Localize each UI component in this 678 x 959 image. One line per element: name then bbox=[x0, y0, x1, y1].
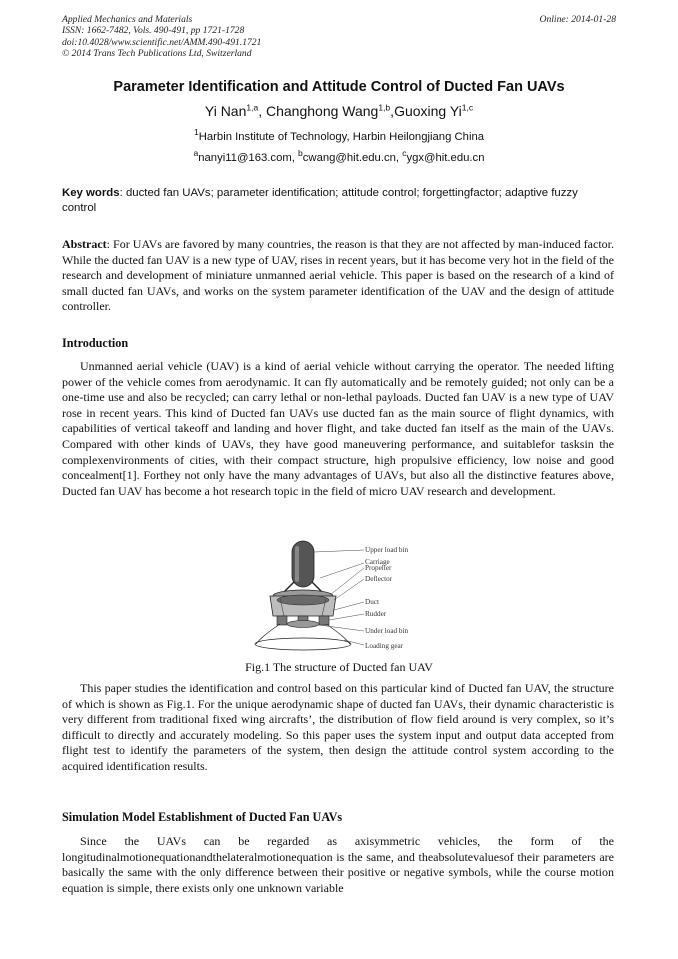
abstract-label: Abstract bbox=[62, 237, 107, 251]
label-upper-load-bin: Upper load bin bbox=[365, 546, 409, 554]
author-name: Guoxing Yi bbox=[394, 103, 462, 119]
intro-paragraph-2: This paper studies the identification and control based on this particular kind of Ducted fan UAV, the structure of which is shown as Fig.1. For the unique aerodynamic shape of ducted fan UAVs, their dynamic characteristic is very different from traditional fixed wing aircrafts’, the distribution of flow field around is very complex, so it’s difficult to directly and accurately modeling. So this paper uses the system input and output data accepted from flight test to identify the parameters of the system, then design the attitude control system according to the acquired identification results. bbox=[62, 681, 614, 773]
section-heading-simulation: Simulation Model Establishment of Ducted Fan UAVs bbox=[62, 810, 343, 824]
label-rudder: Rudder bbox=[365, 610, 387, 618]
keywords-text: : ducted fan UAVs; parameter identification; attitude control; forgettingfactor; adaptive fuzzy control bbox=[62, 187, 578, 214]
author-sup: 1,a bbox=[246, 102, 259, 113]
keywords-label: Key words bbox=[62, 187, 120, 199]
email: nanyi11@163.com bbox=[198, 152, 292, 164]
section-heading-introduction: Introduction bbox=[62, 336, 129, 350]
author-list: Yi Nan$^{1,a}$, Changhong Wang$^{1,b}$,Guoxing Yi$^{1,c}$ bbox=[204, 102, 474, 119]
journal-header bbox=[62, 14, 261, 60]
author-name: Yi Nan bbox=[204, 103, 247, 119]
journal-name: Applied Mechanics and Materials bbox=[62, 14, 193, 25]
label-duct: Duct bbox=[365, 598, 379, 606]
paper-title: Parameter Identification and Attitude Control of Ducted Fan UAVs bbox=[113, 79, 565, 95]
email-sup: b bbox=[298, 148, 303, 159]
figure-caption: Fig.1 The structure of Ducted fan UAV bbox=[245, 660, 433, 674]
email-sup: c bbox=[402, 148, 407, 159]
affiliation-text: Harbin Institute of Technology, Harbin Heilongjiang China bbox=[198, 131, 485, 143]
doi: doi:10.4028/www.scientific.net/AMM.490-491.1721 bbox=[62, 36, 262, 48]
issn: ISSN: 1662-7482, Vols. 490-491, pp 1721-1728 bbox=[62, 25, 245, 37]
intro-paragraph-1: Unmanned aerial vehicle (UAV) is a kind of aerial vehicle without carrying the operator. The needed lifting power of the vehicle comes from aerodynamic. It can fly automatically and be remotely guided; not only can be a one-time use and also be recycled; can carry lethal or non-lethal payloads. Ducted fan UAV is a new type of UAV rose in recent years. This kind of Ducted fan UAVs use ducted fan as the main source of flight dynamics, with capabilities of vertical takeoff and landing and hover flight, and take ducted fan itself as the main of the UAVs. Compared with other kinds of UAVs, they have good maneuvering performance, and suitablefor tasksin the complexenvironments of cities, with their compact structure, high propulsive efficiency, low noise and good concealment[1]. Forthey not only have the many advantages of UAVs, but also all the distinctive features above, Ducted fan UAV has become a hot research topic in the field of micro UAV research and development. bbox=[62, 359, 614, 498]
copyright: © 2014 Trans Tech Publications Ltd, Switzerland bbox=[62, 48, 252, 60]
abstract-text: : For UAVs are favored by many countries, the reason is that they are not affected by man-induced factor. While the ducted fan UAV is a new type of UAV, rises in recent years, but it has become very hot in the field of the research and development of miniature unmanned aerial vehicle. This paper is based on the research of a kind of small ducted fan UAVs, and works on the system parameter identification of the UAV and the design of attitude controller. bbox=[62, 237, 614, 314]
author-sup: 1,c bbox=[461, 102, 474, 113]
label-under-load-bin: Under load bin bbox=[365, 627, 409, 635]
email-list: $^a$nanyi11@163.com, $^b$cwang@hit.edu.cn, $^c$ygx@hit.edu.cn bbox=[193, 148, 485, 164]
affiliation-sup: 1 bbox=[193, 127, 199, 138]
author-sup: 1,b bbox=[378, 102, 391, 113]
label-carriage: Carriage bbox=[365, 558, 390, 566]
email: ygx@hit.edu.cn bbox=[406, 152, 485, 164]
label-propeller: Propeller bbox=[365, 564, 392, 572]
author-name: Changhong Wang bbox=[266, 103, 379, 119]
label-deflector: Deflector bbox=[365, 575, 393, 583]
affiliation bbox=[0, 127, 678, 143]
label-loading-gear: Loading gear bbox=[365, 642, 404, 650]
keywords bbox=[62, 186, 614, 215]
email-sup: a bbox=[193, 148, 199, 159]
abstract bbox=[62, 237, 614, 315]
email: cwang@hit.edu.cn bbox=[302, 152, 396, 164]
online-date: Online: 2014-01-28 bbox=[539, 14, 616, 25]
ducted-fan-figure bbox=[240, 538, 440, 656]
simulation-paragraph-1: Since the UAVs can be regarded as axisymmetric vehicles, the form of the longitudinalmotionequationandthelateralmotionequation is the same, and theabsolutevaluesof their parameters are basically the same with the only difference between their positive or negative symbols, while the course motion equation is simple, there exists only one unknown variable bbox=[62, 834, 614, 895]
